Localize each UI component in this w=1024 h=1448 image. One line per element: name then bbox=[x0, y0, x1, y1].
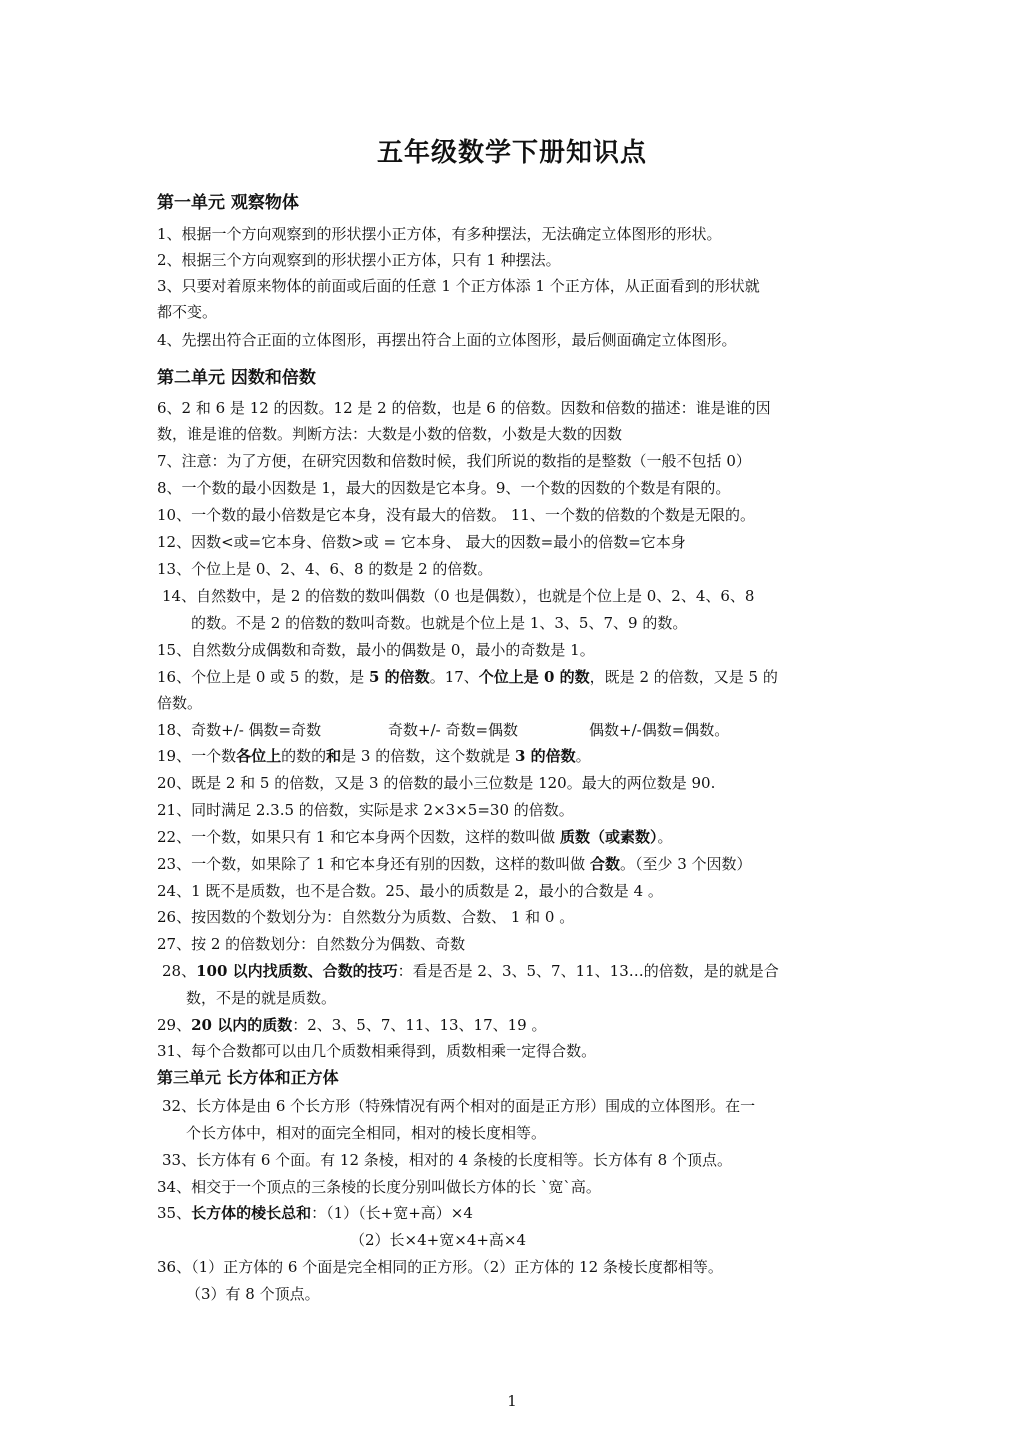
point-19 bbox=[157, 746, 591, 766]
point-23-text: 23、一个数，如果除了 1 和它本身还有别的因数，这样的数叫做 bbox=[157, 855, 590, 873]
point-17-bold: 个位上是 0 的数 bbox=[478, 668, 590, 686]
point-22-text: 22、一个数，如果只有 1 和它本身两个因数，这样的数叫做 bbox=[157, 828, 560, 846]
point-16-text: 16、个位上是 0 或 5 的数，是 bbox=[157, 668, 370, 686]
page-number: 1 bbox=[507, 1392, 517, 1410]
point-35 bbox=[157, 1203, 473, 1223]
point-10-11: 10、一个数的最小倍数是它本身，没有最大的倍数。 11、一个数的倍数的个数是无限的。 bbox=[157, 506, 755, 524]
point-36: 36、（1）正方体的 6 个面是完全相同的正方形。（2）正方体的 12 条棱长度都相等。 bbox=[157, 1258, 723, 1276]
point-35-bold: 长方体的棱长总和 bbox=[191, 1204, 312, 1222]
point-16-bold: 5 的倍数 bbox=[369, 668, 430, 686]
point-29-text: ：2、3、5、7、11、13、17、19 。 bbox=[292, 1016, 547, 1034]
point-34: 34、相交于一个顶点的三条棱的长度分别叫做长方体的长 `宽`高。 bbox=[157, 1178, 601, 1196]
point-19-text2: 的数的 bbox=[281, 747, 327, 765]
point-17-prefix: 。17、 bbox=[429, 668, 479, 686]
point-22-end: 。 bbox=[657, 828, 673, 846]
point-8-9: 8、一个数的最小因数是 1，最大的因数是它本身。9、一个数的因数的个数是有限的。 bbox=[157, 479, 731, 497]
point-28-cont: 数，不是的就是质数。 bbox=[186, 989, 337, 1007]
point-19-text4: 。 bbox=[575, 747, 591, 765]
point-15: 15、自然数分成偶数和奇数，最小的偶数是 0，最小的奇数是 1。 bbox=[157, 641, 595, 659]
point-13: 13、个位上是 0、2、4、6、8 的数是 2 的倍数。 bbox=[157, 560, 493, 578]
point-27: 27、按 2 的倍数划分：自然数分为偶数、奇数 bbox=[157, 935, 466, 953]
point-17-cont: 倍数。 bbox=[157, 694, 203, 712]
point-19-bold2: 和 bbox=[326, 747, 342, 765]
point-19-text1: 19、一个数 bbox=[157, 747, 237, 765]
point-36-cont: （3）有 8 个顶点。 bbox=[186, 1285, 320, 1303]
point-29-bold: 20 以内的质数 bbox=[191, 1016, 293, 1034]
point-3: 3、只要对着原来物体的前面或后面的任意 1 个正方体添 1 个正方体，从正面看到的形状就 bbox=[157, 277, 760, 295]
point-6-cont: 数，谁是谁的倍数。判断方法：大数是小数的倍数，小数是大数的因数 bbox=[157, 425, 623, 443]
point-18c: 偶数+/-偶数=偶数。 bbox=[589, 721, 730, 739]
point-23 bbox=[157, 854, 752, 874]
point-31: 31、每个合数都可以由几个质数相乘得到，质数相乘一定得合数。 bbox=[157, 1042, 597, 1060]
point-32: 32、长方体是由 6 个长方形（特殊情况有两个相对的面是正方形）围成的立体图形。在一 bbox=[162, 1097, 756, 1115]
point-4: 4、先摆出符合正面的立体图形，再摆出符合上面的立体图形，最后侧面确定立体图形。 bbox=[157, 331, 737, 349]
page-title: 五年级数学下册知识点 bbox=[376, 138, 647, 168]
point-18b: 奇数+/- 奇数=偶数 bbox=[388, 721, 519, 739]
point-20: 20、既是 2 和 5 的倍数，又是 3 的倍数的最小三位数是 120。最大的两位数是 90. bbox=[157, 774, 716, 792]
point-19-text3: 是 3 的倍数，这个数就是 bbox=[341, 747, 515, 765]
unit3-heading: 第三单元 长方体和正方体 bbox=[157, 1068, 339, 1087]
point-28 bbox=[162, 961, 779, 981]
point-17-text: ，既是 2 的倍数，又是 5 的 bbox=[589, 668, 778, 686]
point-14: 14、自然数中，是 2 的倍数的数叫偶数（0 也是偶数），也就是个位上是 0、2、4、6、8 bbox=[162, 587, 755, 605]
unit2-heading: 第二单元 因数和倍数 bbox=[157, 368, 316, 388]
point-26: 26、按因数的个数划分为：自然数分为质数、合数、 1 和 0 。 bbox=[157, 908, 575, 926]
point-23-bold: 合数 bbox=[589, 855, 620, 873]
point-7: 7、注意：为了方便，在研究因数和倍数时候，我们所说的数指的是整数（一般不包括 0） bbox=[157, 452, 751, 470]
point-22-bold: 质数（或素数） bbox=[559, 828, 658, 846]
point-28-bold: 100 以内找质数、合数的技巧 bbox=[196, 962, 398, 980]
point-2: 2、根据三个方向观察到的形状摆小正方体，只有 1 种摆法。 bbox=[157, 251, 561, 269]
point-29 bbox=[157, 1015, 547, 1035]
point-23-end: 。（至少 3 个因数） bbox=[619, 855, 752, 873]
point-14-cont: 的数。不是 2 的倍数的数叫奇数。也就是个位上是 1、3、5、7、9 的数。 bbox=[191, 614, 688, 632]
point-22 bbox=[157, 827, 672, 847]
point-29-prefix: 29、 bbox=[157, 1016, 192, 1034]
point-35-prefix: 35、 bbox=[157, 1204, 192, 1222]
point-24-25: 24、1 既不是质数，也不是合数。25、最小的质数是 2，最小的合数是 4 。 bbox=[157, 882, 663, 900]
point-18a: 18、奇数+/- 偶数=奇数 bbox=[157, 721, 322, 739]
point-6: 6、2 和 6 是 12 的因数。12 是 2 的倍数，也是 6 的倍数。因数和倍数的描述：谁是谁的因 bbox=[157, 399, 771, 417]
point-35-formula1: ：（1）（长+宽+高）×4 bbox=[311, 1204, 473, 1222]
point-33: 33、长方体有 6 个面。有 12 条棱，相对的 4 条棱的长度相等。长方体有 8 个顶点。 bbox=[162, 1151, 732, 1169]
point-1: 1、根据一个方向观察到的形状摆小正方体，有多种摆法，无法确定立体图形的形状。 bbox=[157, 225, 722, 243]
point-3-cont: 都不变。 bbox=[157, 303, 218, 321]
point-12: 12、因数<或=它本身、倍数>或 = 它本身、 最大的因数=最小的倍数=它本身 bbox=[157, 533, 686, 551]
point-28-text: ：看是否是 2、3、5、7、11、13…的倍数，是的就是合 bbox=[397, 962, 779, 980]
unit1-heading: 第一单元 观察物体 bbox=[157, 193, 299, 213]
point-16-17 bbox=[157, 667, 778, 687]
point-32-cont: 个长方体中，相对的面完全相同，相对的棱长度相等。 bbox=[186, 1124, 547, 1142]
point-35-formula2: （2）长×4+宽×4+高×4 bbox=[350, 1231, 527, 1249]
point-28-prefix: 28、 bbox=[162, 962, 197, 980]
point-21: 21、同时满足 2.3.5 的倍数，实际是求 2×3×5=30 的倍数。 bbox=[157, 801, 574, 819]
point-19-bold1: 各位上 bbox=[236, 747, 282, 765]
point-19-bold3: 3 的倍数 bbox=[515, 747, 576, 765]
